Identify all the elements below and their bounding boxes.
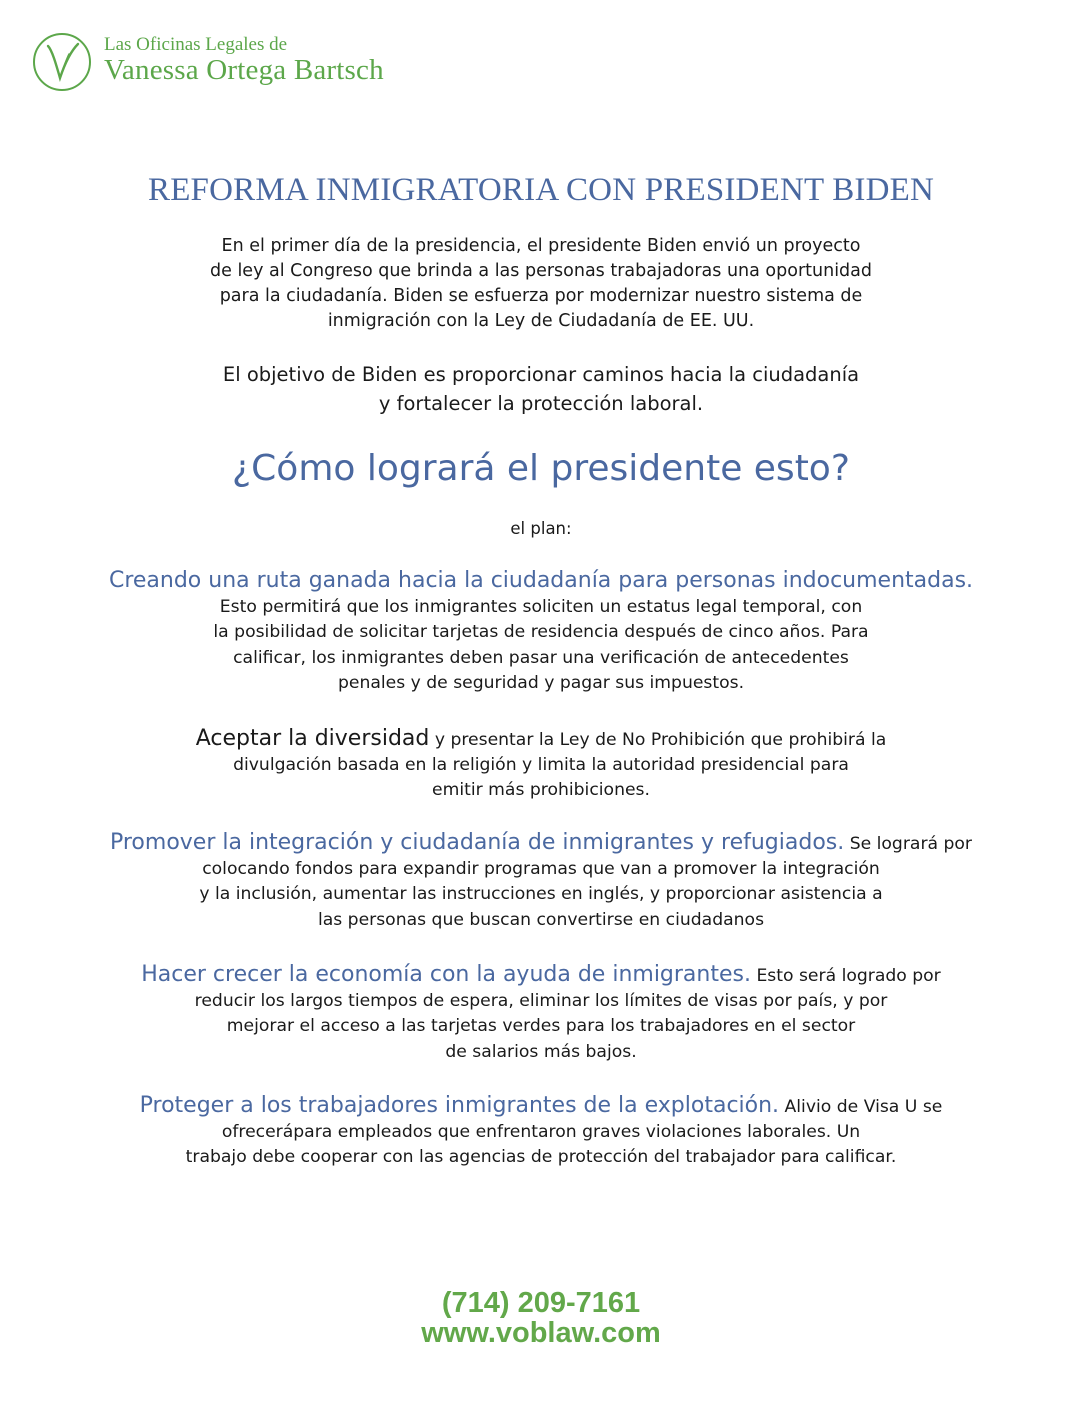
phone-number[interactable]: (714) 209-7161 bbox=[441, 1287, 641, 1319]
website-link[interactable]: www.voblaw.com bbox=[421, 1317, 661, 1349]
section-heading: Aceptar la diversidad bbox=[195, 726, 430, 751]
objective-line: El objetivo de Biden es proporcionar caminos hacia la ciudadanía bbox=[222, 363, 860, 386]
section-line: penales y de seguridad y pagar sus impuestos. bbox=[337, 672, 745, 693]
intro-paragraph bbox=[0, 234, 1082, 334]
question-heading: ¿Cómo logrará el presidente esto? bbox=[232, 448, 850, 489]
section-line: Esto permitirá que los inmigrantes soliciten un estatus legal temporal, con bbox=[219, 597, 863, 618]
section-heading: Hacer crecer la economía con la ayuda de inmigrantes. bbox=[141, 962, 751, 987]
section-line: colocando fondos para expandir programas que van a promover la integración bbox=[202, 859, 880, 880]
objective-paragraph bbox=[0, 360, 1082, 418]
section-line: y la inclusión, aumentar las instrucciones en inglés, y proporcionar asistencia a bbox=[199, 884, 883, 905]
page-title: REFORMA INMIGRATORIA CON PRESIDENT BIDEN bbox=[147, 172, 935, 208]
intro-line: de ley al Congreso que brinda a las personas trabajadoras una oportunidad bbox=[210, 261, 872, 281]
section-line: emitir más prohibiciones. bbox=[432, 780, 650, 801]
section-line: las personas que buscan convertirse en ciudadanos bbox=[317, 909, 765, 930]
intro-line: inmigración con la Ley de Ciudadanía de EE. UU. bbox=[327, 311, 755, 331]
section-line: la posibilidad de solicitar tarjetas de residencia después de cinco años. Para bbox=[213, 622, 869, 643]
firm-logo bbox=[32, 32, 384, 92]
intro-line: En el primer día de la presidencia, el presidente Biden envió un proyecto bbox=[221, 236, 861, 256]
plan-section-diversity bbox=[0, 726, 1082, 804]
plan-label: el plan: bbox=[510, 519, 572, 538]
section-line: mejorar el acceso a las tarjetas verdes para los trabajadores en el sector bbox=[226, 1016, 856, 1037]
plan-section-economy bbox=[0, 962, 1082, 1065]
section-line: reducir los largos tiempos de espera, eliminar los límites de visas por país, y por bbox=[194, 991, 888, 1012]
section-first-line-rest: Se logrará por bbox=[844, 834, 972, 854]
section-first-line-rest: y presentar la Ley de No Prohibición que prohibirá la bbox=[429, 730, 887, 750]
section-first-line-rest: Alivio de Visa U se bbox=[779, 1097, 943, 1117]
section-heading: Creando una ruta ganada hacia la ciudadanía para personas indocumentadas. bbox=[108, 568, 974, 593]
section-line: trabajo debe cooperar con las agencias de protección del trabajador para calificar. bbox=[185, 1147, 897, 1168]
section-line: ofrecerápara empleados que enfrentaron graves violaciones laborales. Un bbox=[221, 1122, 861, 1143]
section-heading: Promover la integración y ciudadanía de inmigrantes y refugiados. bbox=[109, 830, 845, 855]
section-heading: Proteger a los trabajadores inmigrantes de la explotación. bbox=[139, 1093, 780, 1118]
firm-name-line2: Vanessa Ortega Bartsch bbox=[104, 53, 384, 86]
section-line: divulgación basada en la religión y limita la autoridad presidencial para bbox=[233, 755, 849, 776]
section-line: de salarios más bajos. bbox=[445, 1041, 637, 1062]
plan-section-integration bbox=[0, 830, 1082, 933]
objective-line: y fortalecer la protección laboral. bbox=[378, 392, 704, 415]
firm-name bbox=[104, 35, 384, 85]
intro-line: para la ciudadanía. Biden se esfuerza por modernizar nuestro sistema de bbox=[219, 286, 863, 306]
section-line: calificar, los inmigrantes deben pasar una verificación de antecedentes bbox=[233, 647, 849, 668]
v-monogram-circle-icon bbox=[32, 32, 92, 92]
firm-name-line1: Las Oficinas Legales de bbox=[104, 34, 288, 55]
plan-section-worker-protection bbox=[0, 1093, 1082, 1171]
plan-section-citizenship-path bbox=[0, 568, 1082, 696]
section-first-line-rest: Esto será logrado por bbox=[750, 966, 941, 986]
